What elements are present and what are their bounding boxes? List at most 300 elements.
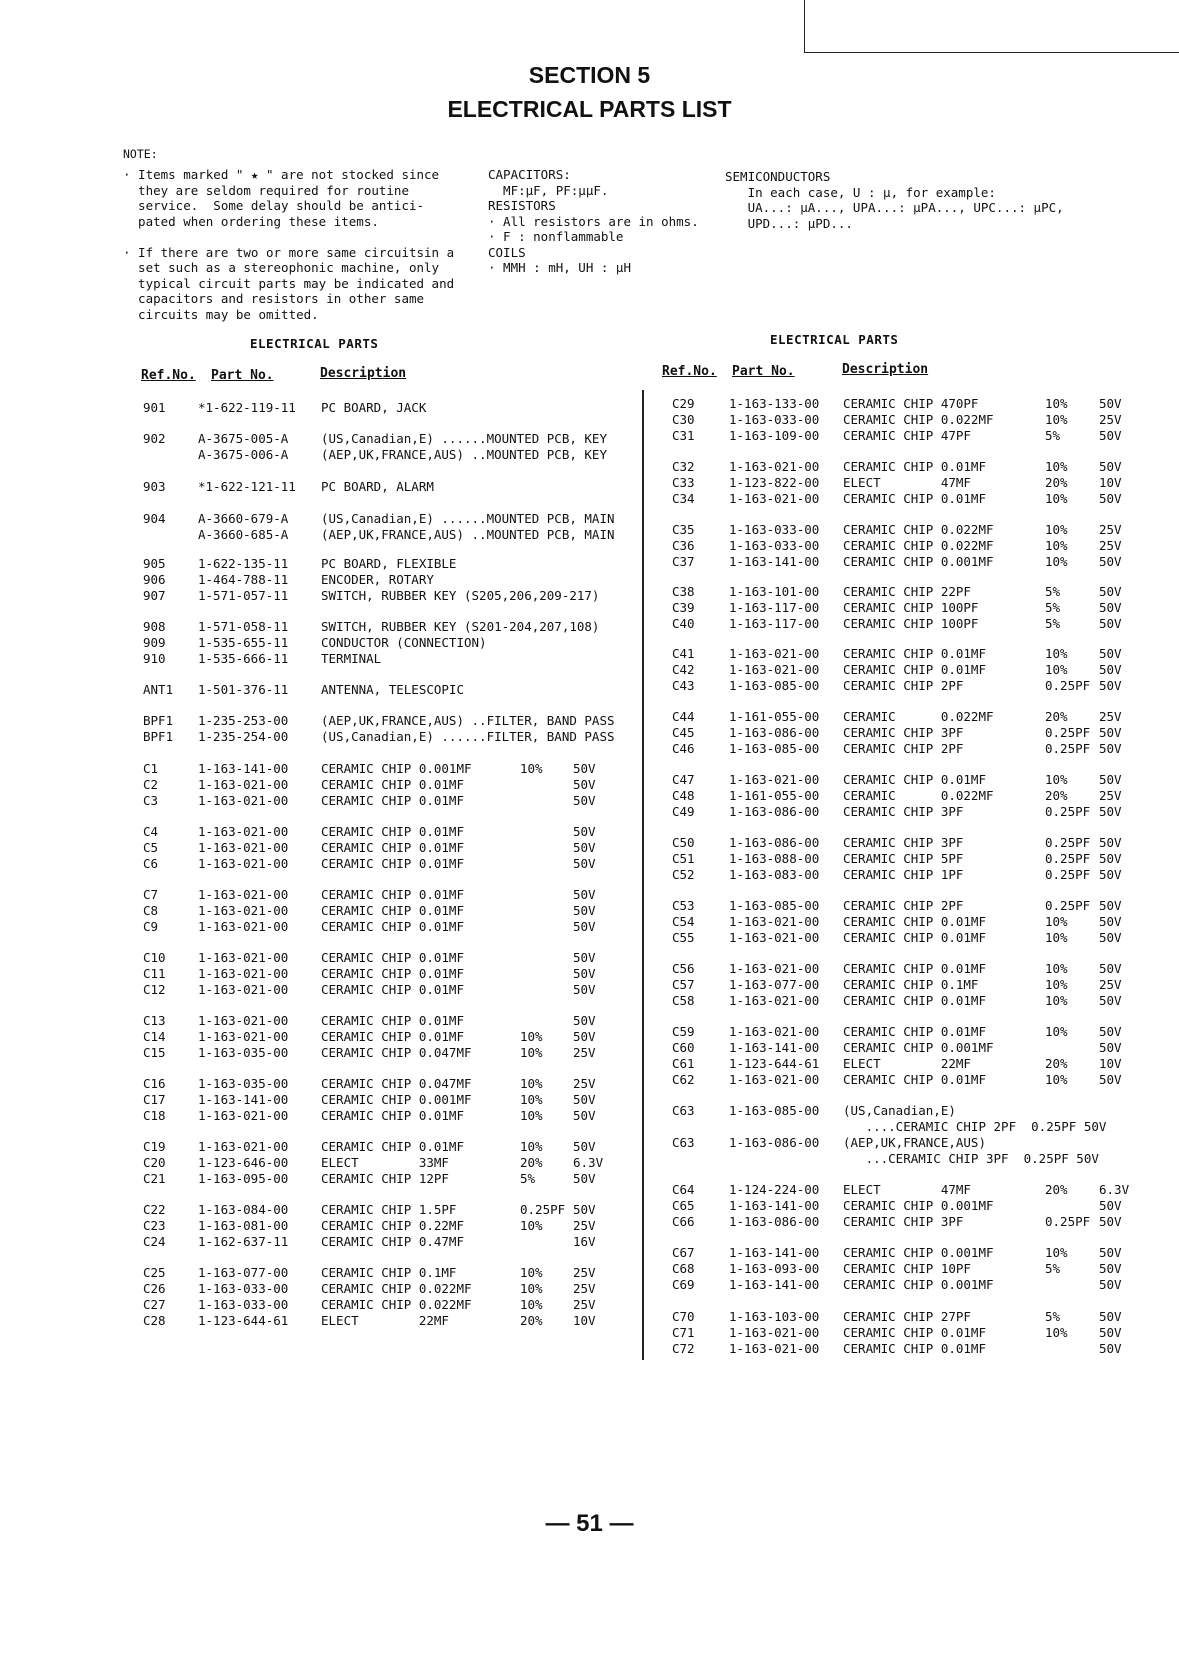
left-cell-ref: C18 xyxy=(143,1108,166,1123)
column-divider xyxy=(642,390,644,1360)
right-cell-tol: 20% xyxy=(1045,788,1068,803)
right-cell-part: 1-163-133-00 xyxy=(729,396,820,411)
left-cell-desc: ANTENNA, TELESCOPIC xyxy=(321,682,464,697)
right-cell-ref: C63 xyxy=(672,1135,695,1150)
left-cell-ref: 910 xyxy=(143,651,166,666)
left-cell-ref: C24 xyxy=(143,1234,166,1249)
left-cell-part: A-3660-685-A xyxy=(198,527,289,542)
right-cell-part: 1-163-033-00 xyxy=(729,522,820,537)
right-cell-ref: C50 xyxy=(672,835,695,850)
left-cell-ref: 904 xyxy=(143,511,166,526)
left-cell-desc: (US,Canadian,E) ......MOUNTED PCB, MAIN xyxy=(321,511,615,526)
left-cell-tol: 10% xyxy=(520,1281,543,1296)
right-cell-desc: CERAMIC CHIP 100PF xyxy=(843,616,979,631)
left-header-desc: Description xyxy=(320,366,407,381)
right-cell-tol: 10% xyxy=(1045,914,1068,929)
left-cell-part: 1-162-637-11 xyxy=(198,1234,289,1249)
left-cell-part: 1-163-021-00 xyxy=(198,982,289,997)
right-cell-tol: 10% xyxy=(1045,662,1068,677)
right-cell-ref: C72 xyxy=(672,1341,695,1356)
left-cell-desc: CERAMIC CHIP 0.01MF xyxy=(321,1108,464,1123)
right-cell-volt: 50V xyxy=(1099,914,1122,929)
right-cell-desc: CERAMIC CHIP 2PF xyxy=(843,898,964,913)
left-cell-desc: CERAMIC CHIP 0.001MF xyxy=(321,761,472,776)
right-cell-volt: 50V xyxy=(1099,554,1122,569)
right-header-part: Part No. xyxy=(732,364,795,379)
left-cell-volt: 50V xyxy=(573,824,596,839)
note-left: · Items marked " ★ " are not stocked since they are seldom required for routine service. Some delay should be antici- pated when ordering these items. · If there are two or more same circuitsin a set such as a stereophonic machine, only typical circuit parts may be indicated and capacitors and resistors in other same circuits may be omitted. xyxy=(123,167,455,322)
right-cell-ref: C46 xyxy=(672,741,695,756)
right-cell-ref: C56 xyxy=(672,961,695,976)
right-cell-volt: 10V xyxy=(1099,475,1122,490)
right-cell-tol: 10% xyxy=(1045,538,1068,553)
left-cell-part: 1-163-021-00 xyxy=(198,887,289,902)
right-cell-volt: 50V xyxy=(1099,600,1122,615)
left-cell-desc: CERAMIC CHIP 0.01MF xyxy=(321,793,464,808)
right-cell-part: 1-163-141-00 xyxy=(729,1040,820,1055)
right-cell-tol: 5% xyxy=(1045,428,1061,443)
right-cell-desc: CERAMIC CHIP 1PF xyxy=(843,867,964,882)
right-cell-desc: ...CERAMIC CHIP 3PF 0.25PF 50V xyxy=(843,1151,1099,1166)
right-cell-desc: CERAMIC CHIP 0.022MF xyxy=(843,538,994,553)
right-cell-part: 1-163-093-00 xyxy=(729,1261,820,1276)
right-header-desc: Description xyxy=(842,362,929,377)
left-cell-volt: 50V xyxy=(573,1029,596,1044)
right-cell-volt: 50V xyxy=(1099,459,1122,474)
left-cell-desc: CERAMIC CHIP 0.022MF xyxy=(321,1297,472,1312)
left-section-title: ELECTRICAL PARTS xyxy=(250,336,379,351)
right-cell-desc: CERAMIC CHIP 0.01MF xyxy=(843,491,986,506)
right-cell-part: 1-163-085-00 xyxy=(729,898,820,913)
right-cell-desc: CERAMIC CHIP 470PF xyxy=(843,396,979,411)
right-cell-tol: 20% xyxy=(1045,709,1068,724)
right-cell-volt: 50V xyxy=(1099,616,1122,631)
right-cell-volt: 50V xyxy=(1099,898,1122,913)
right-cell-desc: CERAMIC CHIP 3PF xyxy=(843,804,964,819)
left-cell-tol: 10% xyxy=(520,1139,543,1154)
left-cell-desc: CERAMIC CHIP 0.47MF xyxy=(321,1234,464,1249)
right-cell-ref: C34 xyxy=(672,491,695,506)
left-cell-desc: ENCODER, ROTARY xyxy=(321,572,434,587)
right-cell-ref: C45 xyxy=(672,725,695,740)
left-cell-part: 1-163-081-00 xyxy=(198,1218,289,1233)
note-label: NOTE: xyxy=(123,147,158,161)
left-cell-ref: 906 xyxy=(143,572,166,587)
right-cell-part: 1-163-085-00 xyxy=(729,678,820,693)
right-cell-tol: 0.25PF xyxy=(1045,835,1091,850)
right-cell-volt: 10V xyxy=(1099,1056,1122,1071)
right-cell-volt: 50V xyxy=(1099,867,1122,882)
right-cell-volt: 50V xyxy=(1099,396,1122,411)
right-cell-tol: 10% xyxy=(1045,554,1068,569)
right-cell-volt: 50V xyxy=(1099,1198,1122,1213)
left-cell-desc: (AEP,UK,FRANCE,AUS) ..MOUNTED PCB, MAIN xyxy=(321,527,615,542)
right-cell-volt: 25V xyxy=(1099,709,1122,724)
right-cell-ref: C51 xyxy=(672,851,695,866)
left-cell-ref: C21 xyxy=(143,1171,166,1186)
left-cell-volt: 50V xyxy=(573,1013,596,1028)
right-cell-tol: 10% xyxy=(1045,993,1068,1008)
right-cell-desc: CERAMIC CHIP 0.01MF xyxy=(843,914,986,929)
left-cell-part: 1-163-021-00 xyxy=(198,1108,289,1123)
left-cell-tol: 10% xyxy=(520,1092,543,1107)
left-cell-ref: C11 xyxy=(143,966,166,981)
left-cell-part: 1-235-253-00 xyxy=(198,713,289,728)
left-cell-volt: 50V xyxy=(573,887,596,902)
section-title: SECTION 5 xyxy=(528,62,651,88)
right-cell-desc: CERAMIC CHIP 100PF xyxy=(843,600,979,615)
left-cell-desc: CERAMIC CHIP 0.01MF xyxy=(321,1013,464,1028)
right-cell-tol: 20% xyxy=(1045,1182,1068,1197)
right-cell-ref: C52 xyxy=(672,867,695,882)
left-cell-ref: C9 xyxy=(143,919,159,934)
left-cell-ref: 907 xyxy=(143,588,166,603)
left-cell-volt: 50V xyxy=(573,966,596,981)
left-cell-desc: ELECT 33MF xyxy=(321,1155,449,1170)
right-cell-desc: CERAMIC CHIP 0.001MF xyxy=(843,1198,994,1213)
left-cell-part: 1-163-033-00 xyxy=(198,1297,289,1312)
right-cell-desc: CERAMIC CHIP 0.001MF xyxy=(843,1040,994,1055)
right-cell-part: 1-123-644-61 xyxy=(729,1056,820,1071)
left-cell-part: 1-163-021-00 xyxy=(198,903,289,918)
left-cell-ref: C7 xyxy=(143,887,159,902)
right-cell-ref: C37 xyxy=(672,554,695,569)
right-cell-desc: CERAMIC CHIP 5PF xyxy=(843,851,964,866)
right-cell-tol: 0.25PF xyxy=(1045,898,1091,913)
right-cell-volt: 50V xyxy=(1099,678,1122,693)
right-cell-ref: C57 xyxy=(672,977,695,992)
right-cell-tol: 10% xyxy=(1045,522,1068,537)
left-cell-desc: CERAMIC CHIP 0.22MF xyxy=(321,1218,464,1233)
left-cell-ref: C20 xyxy=(143,1155,166,1170)
right-cell-ref: C40 xyxy=(672,616,695,631)
right-cell-ref: C63 xyxy=(672,1103,695,1118)
left-cell-desc: (US,Canadian,E) ......MOUNTED PCB, KEY xyxy=(321,431,607,446)
right-cell-part: 1-161-055-00 xyxy=(729,788,820,803)
right-cell-volt: 50V xyxy=(1099,1325,1122,1340)
left-cell-desc: CERAMIC CHIP 0.01MF xyxy=(321,950,464,965)
left-cell-part: 1-163-021-00 xyxy=(198,840,289,855)
right-cell-desc: CERAMIC CHIP 47PF xyxy=(843,428,971,443)
right-cell-desc: CERAMIC CHIP 0.01MF xyxy=(843,1072,986,1087)
right-cell-ref: C31 xyxy=(672,428,695,443)
left-cell-part: 1-501-376-11 xyxy=(198,682,289,697)
left-cell-ref: C26 xyxy=(143,1281,166,1296)
right-cell-ref: C44 xyxy=(672,709,695,724)
right-cell-volt: 50V xyxy=(1099,1214,1122,1229)
left-cell-ref: C15 xyxy=(143,1045,166,1060)
right-cell-tol: 10% xyxy=(1045,459,1068,474)
right-cell-tol: 10% xyxy=(1045,961,1068,976)
right-cell-ref: C53 xyxy=(672,898,695,913)
right-cell-desc: CERAMIC CHIP 27PF xyxy=(843,1309,971,1324)
right-cell-desc: ELECT 22MF xyxy=(843,1056,971,1071)
left-cell-part: 1-163-141-00 xyxy=(198,1092,289,1107)
right-cell-desc: CERAMIC CHIP 0.001MF xyxy=(843,1245,994,1260)
left-cell-part: 1-163-084-00 xyxy=(198,1202,289,1217)
left-cell-part: 1-163-021-00 xyxy=(198,919,289,934)
right-cell-desc: CERAMIC CHIP 0.01MF xyxy=(843,1024,986,1039)
right-cell-desc: (AEP,UK,FRANCE,AUS) xyxy=(843,1135,986,1150)
left-cell-volt: 50V xyxy=(573,1092,596,1107)
left-cell-part: 1-163-021-00 xyxy=(198,856,289,871)
right-cell-volt: 50V xyxy=(1099,961,1122,976)
left-cell-ref: C27 xyxy=(143,1297,166,1312)
left-cell-desc: CERAMIC CHIP 0.01MF xyxy=(321,966,464,981)
left-cell-volt: 25V xyxy=(573,1281,596,1296)
right-cell-volt: 50V xyxy=(1099,851,1122,866)
right-cell-desc: CERAMIC CHIP 0.01MF xyxy=(843,1325,986,1340)
left-cell-volt: 50V xyxy=(573,1202,596,1217)
left-cell-tol: 10% xyxy=(520,1297,543,1312)
right-cell-ref: C47 xyxy=(672,772,695,787)
right-cell-tol: 10% xyxy=(1045,646,1068,661)
right-cell-ref: C41 xyxy=(672,646,695,661)
right-cell-desc: CERAMIC CHIP 0.01MF xyxy=(843,459,986,474)
right-cell-ref: C71 xyxy=(672,1325,695,1340)
left-cell-ref: C3 xyxy=(143,793,159,808)
left-cell-part: 1-622-135-11 xyxy=(198,556,289,571)
left-cell-ref: C8 xyxy=(143,903,159,918)
right-cell-part: 1-163-085-00 xyxy=(729,741,820,756)
left-cell-ref: C13 xyxy=(143,1013,166,1028)
right-cell-part: 1-163-088-00 xyxy=(729,851,820,866)
left-cell-tol: 10% xyxy=(520,1029,543,1044)
right-cell-volt: 50V xyxy=(1099,1072,1122,1087)
right-cell-ref: C64 xyxy=(672,1182,695,1197)
left-cell-volt: 50V xyxy=(573,919,596,934)
right-cell-desc: CERAMIC CHIP 0.01MF xyxy=(843,993,986,1008)
left-cell-desc: (AEP,UK,FRANCE,AUS) ..FILTER, BAND PASS xyxy=(321,713,615,728)
right-cell-part: 1-163-086-00 xyxy=(729,1214,820,1229)
right-cell-desc: CERAMIC CHIP 3PF xyxy=(843,835,964,850)
left-cell-part: 1-163-035-00 xyxy=(198,1045,289,1060)
right-cell-volt: 50V xyxy=(1099,1245,1122,1260)
left-cell-ref: 901 xyxy=(143,400,166,415)
left-cell-ref: 903 xyxy=(143,479,166,494)
right-cell-ref: C42 xyxy=(672,662,695,677)
right-cell-volt: 50V xyxy=(1099,930,1122,945)
right-cell-tol: 20% xyxy=(1045,475,1068,490)
right-cell-ref: C67 xyxy=(672,1245,695,1260)
right-cell-volt: 50V xyxy=(1099,1024,1122,1039)
left-cell-ref: C23 xyxy=(143,1218,166,1233)
right-cell-ref: C30 xyxy=(672,412,695,427)
right-cell-volt: 50V xyxy=(1099,725,1122,740)
right-cell-tol: 10% xyxy=(1045,396,1068,411)
left-cell-volt: 50V xyxy=(573,1171,596,1186)
corner-frame xyxy=(804,0,1179,53)
right-cell-tol: 0.25PF xyxy=(1045,804,1091,819)
left-cell-part: 1-163-095-00 xyxy=(198,1171,289,1186)
left-cell-volt: 50V xyxy=(573,1139,596,1154)
left-cell-ref: C2 xyxy=(143,777,159,792)
left-cell-part: 1-163-021-00 xyxy=(198,793,289,808)
left-cell-ref: 908 xyxy=(143,619,166,634)
left-cell-desc: CERAMIC CHIP 0.01MF xyxy=(321,919,464,934)
right-cell-desc: CERAMIC CHIP 10PF xyxy=(843,1261,971,1276)
right-cell-ref: C39 xyxy=(672,600,695,615)
right-cell-part: 1-163-021-00 xyxy=(729,491,820,506)
right-cell-volt: 50V xyxy=(1099,428,1122,443)
right-cell-desc: CERAMIC CHIP 2PF xyxy=(843,678,964,693)
left-cell-volt: 6.3V xyxy=(573,1155,604,1170)
right-cell-ref: C69 xyxy=(672,1277,695,1292)
right-cell-ref: C36 xyxy=(672,538,695,553)
left-cell-tol: 10% xyxy=(520,761,543,776)
right-cell-ref: C29 xyxy=(672,396,695,411)
left-cell-desc: (US,Canadian,E) ......FILTER, BAND PASS xyxy=(321,729,615,744)
right-cell-part: 1-163-021-00 xyxy=(729,1341,820,1356)
right-cell-part: 1-163-117-00 xyxy=(729,600,820,615)
right-cell-tol: 5% xyxy=(1045,584,1061,599)
left-cell-volt: 50V xyxy=(573,761,596,776)
right-cell-part: 1-163-086-00 xyxy=(729,725,820,740)
right-cell-ref: C70 xyxy=(672,1309,695,1324)
left-cell-desc: CERAMIC CHIP 0.01MF xyxy=(321,777,464,792)
right-cell-ref: C61 xyxy=(672,1056,695,1071)
left-cell-desc: TERMINAL xyxy=(321,651,382,666)
right-cell-ref: C62 xyxy=(672,1072,695,1087)
right-cell-tol: 10% xyxy=(1045,977,1068,992)
left-cell-desc: CERAMIC CHIP 0.01MF xyxy=(321,982,464,997)
left-cell-ref: C10 xyxy=(143,950,166,965)
section-subtitle: ELECTRICAL PARTS LIST xyxy=(447,96,732,122)
left-cell-part: 1-535-655-11 xyxy=(198,635,289,650)
right-cell-desc: CERAMIC CHIP 0.022MF xyxy=(843,522,994,537)
left-cell-desc: CERAMIC CHIP 0.01MF xyxy=(321,1139,464,1154)
right-cell-volt: 50V xyxy=(1099,772,1122,787)
left-cell-tol: 20% xyxy=(520,1155,543,1170)
right-header-ref: Ref.No. xyxy=(662,364,717,379)
right-cell-volt: 25V xyxy=(1099,522,1122,537)
right-cell-part: 1-163-103-00 xyxy=(729,1309,820,1324)
right-cell-ref: C38 xyxy=(672,584,695,599)
right-cell-part: 1-163-101-00 xyxy=(729,584,820,599)
right-cell-desc: CERAMIC CHIP 0.01MF xyxy=(843,1341,986,1356)
left-cell-part: 1-535-666-11 xyxy=(198,651,289,666)
left-cell-desc: (AEP,UK,FRANCE,AUS) ..MOUNTED PCB, KEY xyxy=(321,447,607,462)
left-cell-volt: 25V xyxy=(573,1297,596,1312)
left-cell-part: 1-163-077-00 xyxy=(198,1265,289,1280)
left-cell-ref: C5 xyxy=(143,840,159,855)
left-cell-part: 1-163-021-00 xyxy=(198,966,289,981)
left-cell-part: A-3675-005-A xyxy=(198,431,289,446)
right-cell-part: 1-163-021-00 xyxy=(729,930,820,945)
right-cell-volt: 50V xyxy=(1099,1309,1122,1324)
left-cell-part: A-3675-006-A xyxy=(198,447,289,462)
left-cell-desc: CERAMIC CHIP 0.01MF xyxy=(321,1029,464,1044)
right-cell-tol: 10% xyxy=(1045,1245,1068,1260)
right-cell-tol: 5% xyxy=(1045,1309,1061,1324)
right-cell-tol: 10% xyxy=(1045,1072,1068,1087)
left-cell-volt: 25V xyxy=(573,1045,596,1060)
right-cell-volt: 50V xyxy=(1099,1341,1122,1356)
right-cell-volt: 25V xyxy=(1099,412,1122,427)
right-section-title: ELECTRICAL PARTS xyxy=(770,332,899,347)
right-cell-desc: CERAMIC CHIP 0.01MF xyxy=(843,662,986,677)
left-cell-part: 1-163-033-00 xyxy=(198,1281,289,1296)
left-cell-part: 1-571-058-11 xyxy=(198,619,289,634)
left-cell-desc: ELECT 22MF xyxy=(321,1313,449,1328)
left-cell-desc: CERAMIC CHIP 1.5PF xyxy=(321,1202,457,1217)
right-cell-volt: 50V xyxy=(1099,804,1122,819)
left-cell-desc: CERAMIC CHIP 0.1MF xyxy=(321,1265,457,1280)
left-header-ref: Ref.No. xyxy=(141,368,196,383)
left-cell-ref: C12 xyxy=(143,982,166,997)
left-cell-part: *1-622-119-11 xyxy=(198,400,296,415)
right-cell-part: 1-163-021-00 xyxy=(729,1325,820,1340)
left-cell-part: 1-123-646-00 xyxy=(198,1155,289,1170)
right-cell-part: 1-163-117-00 xyxy=(729,616,820,631)
right-cell-ref: C33 xyxy=(672,475,695,490)
left-cell-tol: 10% xyxy=(520,1218,543,1233)
right-cell-volt: 50V xyxy=(1099,741,1122,756)
right-cell-ref: C54 xyxy=(672,914,695,929)
left-cell-ref: 905 xyxy=(143,556,166,571)
right-cell-volt: 50V xyxy=(1099,1040,1122,1055)
left-cell-ref: C6 xyxy=(143,856,159,871)
right-cell-tol: 0.25PF xyxy=(1045,725,1091,740)
left-cell-ref: C16 xyxy=(143,1076,166,1091)
left-cell-ref: C1 xyxy=(143,761,159,776)
right-cell-part: 1-163-077-00 xyxy=(729,977,820,992)
left-cell-ref: C22 xyxy=(143,1202,166,1217)
right-cell-tol: 0.25PF xyxy=(1045,851,1091,866)
left-cell-desc: CERAMIC CHIP 0.047MF xyxy=(321,1045,472,1060)
right-cell-ref: C48 xyxy=(672,788,695,803)
left-cell-part: 1-163-021-00 xyxy=(198,824,289,839)
left-cell-ref: 902 xyxy=(143,431,166,446)
right-cell-part: 1-163-021-00 xyxy=(729,1024,820,1039)
right-cell-part: 1-163-021-00 xyxy=(729,646,820,661)
left-cell-volt: 50V xyxy=(573,777,596,792)
note-middle: CAPACITORS: MF:μF, PF:μμF. RESISTORS · All resistors are in ohms. · F : nonflammable COILS · MMH : mH, UH : μH xyxy=(488,167,699,275)
right-cell-desc: CERAMIC CHIP 0.01MF xyxy=(843,930,986,945)
right-cell-tol: 20% xyxy=(1045,1056,1068,1071)
right-cell-volt: 25V xyxy=(1099,788,1122,803)
right-cell-tol: 10% xyxy=(1045,491,1068,506)
left-header-part: Part No. xyxy=(211,368,274,383)
left-cell-desc: CERAMIC CHIP 0.01MF xyxy=(321,887,464,902)
left-cell-ref: BPF1 xyxy=(143,729,174,744)
right-cell-part: 1-163-086-00 xyxy=(729,1135,820,1150)
left-cell-part: 1-464-788-11 xyxy=(198,572,289,587)
right-cell-desc: CERAMIC CHIP 3PF xyxy=(843,725,964,740)
left-cell-part: 1-163-035-00 xyxy=(198,1076,289,1091)
right-cell-ref: C66 xyxy=(672,1214,695,1229)
page-number: — 51 — xyxy=(545,1510,634,1537)
right-cell-desc: CERAMIC CHIP 22PF xyxy=(843,584,971,599)
right-cell-volt: 50V xyxy=(1099,1277,1122,1292)
left-cell-tol: 10% xyxy=(520,1045,543,1060)
right-cell-tol: 10% xyxy=(1045,1024,1068,1039)
right-cell-volt: 50V xyxy=(1099,584,1122,599)
right-cell-desc: ....CERAMIC CHIP 2PF 0.25PF 50V xyxy=(843,1119,1107,1134)
right-cell-ref: C68 xyxy=(672,1261,695,1276)
right-cell-part: 1-161-055-00 xyxy=(729,709,820,724)
left-cell-desc: CERAMIC CHIP 0.022MF xyxy=(321,1281,472,1296)
right-cell-tol: 10% xyxy=(1045,930,1068,945)
left-cell-volt: 50V xyxy=(573,840,596,855)
right-cell-desc: CERAMIC CHIP 0.001MF xyxy=(843,1277,994,1292)
right-cell-part: 1-163-021-00 xyxy=(729,961,820,976)
left-cell-volt: 50V xyxy=(573,950,596,965)
right-cell-desc: ELECT 47MF xyxy=(843,475,971,490)
left-cell-volt: 50V xyxy=(573,903,596,918)
right-cell-volt: 50V xyxy=(1099,1261,1122,1276)
right-cell-tol: 0.25PF xyxy=(1045,867,1091,882)
